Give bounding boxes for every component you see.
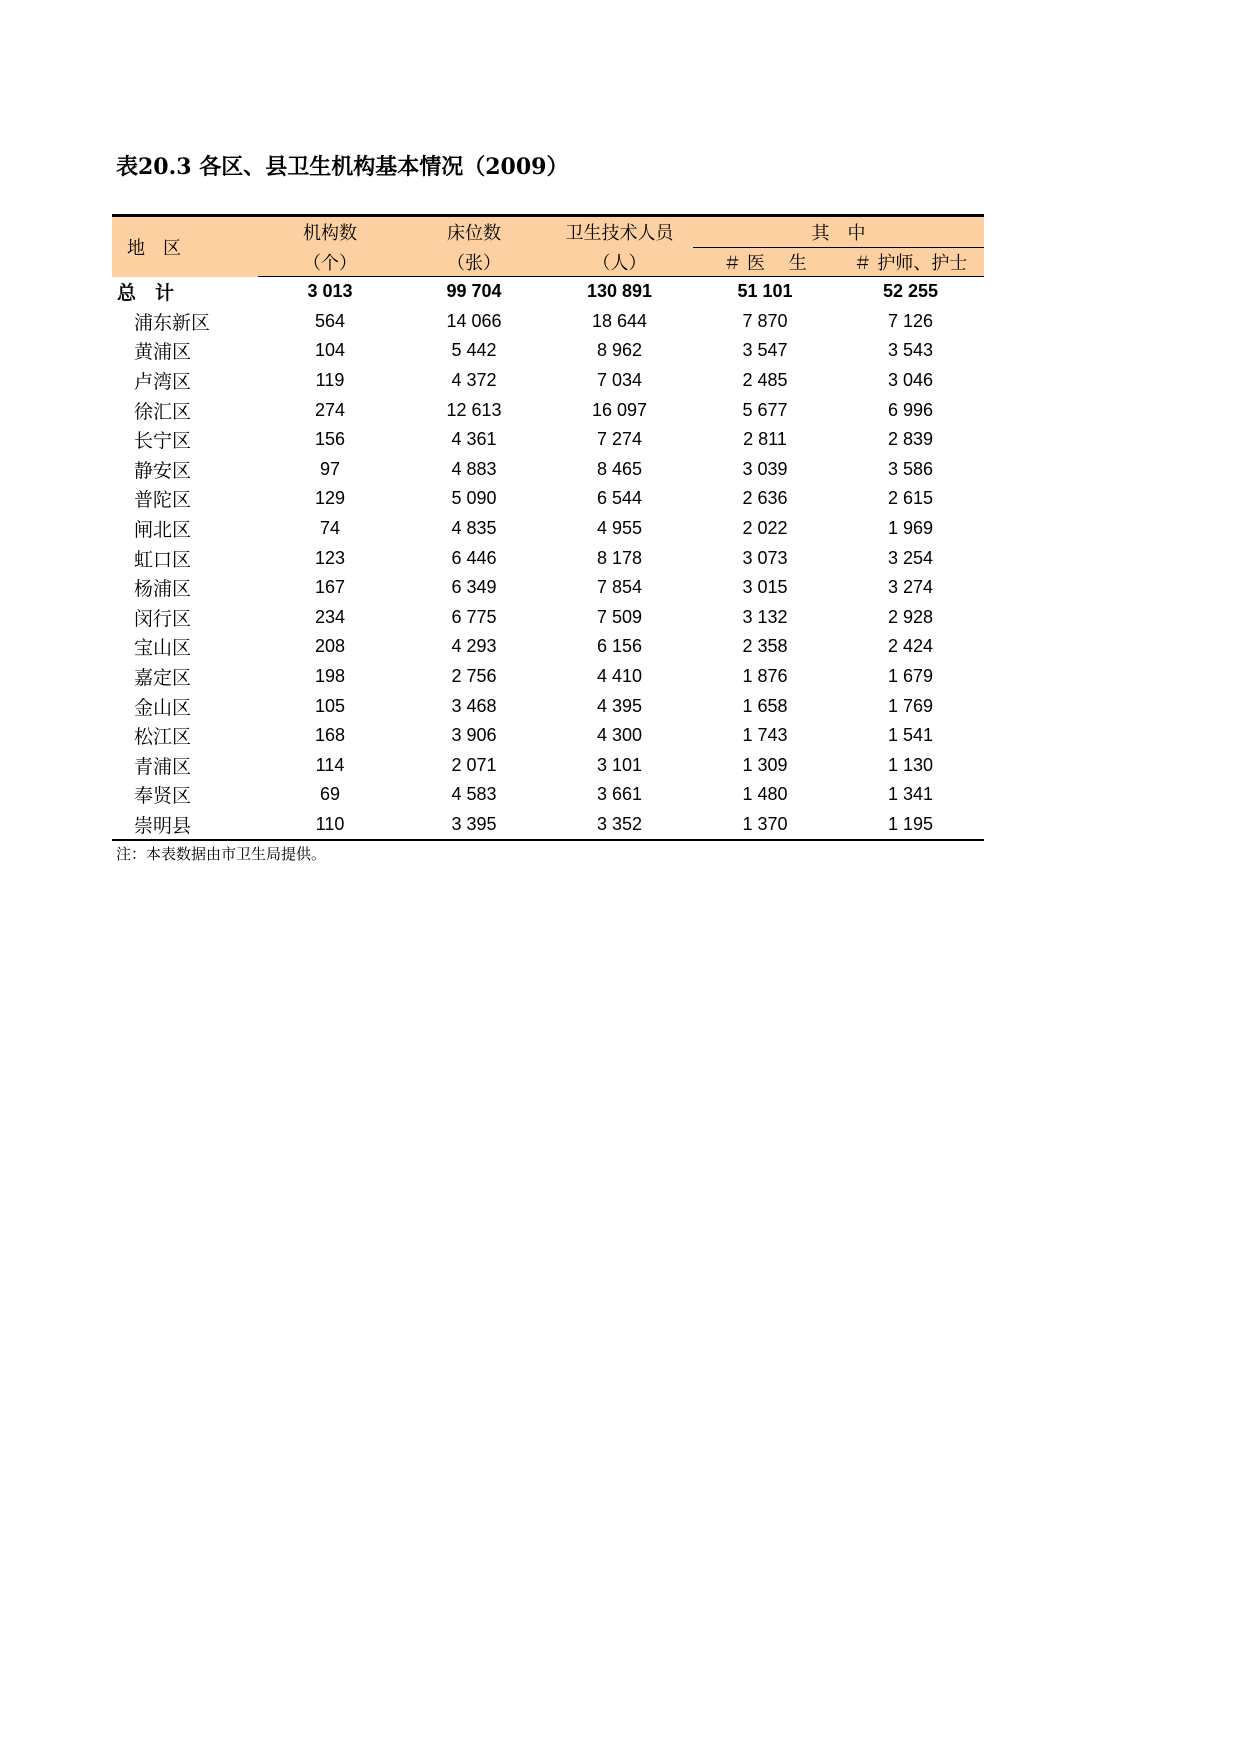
cell-tech-staff: 4 410	[596, 666, 643, 687]
cell-institutions: 564	[314, 310, 346, 331]
cell-institutions: 123	[314, 547, 346, 568]
cell-region: 虹口区	[134, 548, 192, 571]
cell-nurses: 1 341	[887, 784, 934, 805]
cell-doctors: 1 480	[742, 784, 788, 805]
cell-tech-staff: 3 352	[546, 810, 693, 841]
cell-doctors: 3 039	[742, 458, 788, 479]
cell-doctors: 3 073	[742, 547, 788, 568]
cell-doctors: 3 132	[742, 606, 788, 627]
cell-doctors: 2 485	[742, 370, 788, 391]
table-row	[112, 395, 984, 425]
table-row	[112, 691, 984, 721]
cell-tech-staff: 18 644	[591, 310, 648, 331]
cell-institutions: 208	[314, 636, 346, 657]
cell-region: 卢湾区	[134, 371, 192, 394]
cell-institutions: 168	[314, 725, 346, 746]
cell-tech-staff: 3 661	[596, 784, 643, 805]
header-tech-staff: 卫生技术人员	[546, 216, 693, 248]
cell-region: 黄浦区	[134, 341, 192, 364]
cell-tech-staff: 8 178	[596, 547, 643, 568]
cell-institutions: 69	[319, 784, 341, 805]
cell-tech-staff: 7 854	[596, 577, 643, 598]
table-row	[112, 307, 984, 337]
table-title: 表20.3 各区、县卫生机构基本情况（2009）	[116, 154, 569, 180]
table-note: 注：本表数据由市卫生局提供。	[116, 845, 327, 863]
table-row	[112, 336, 984, 366]
table-row	[112, 425, 984, 455]
cell-region: 嘉定区	[134, 667, 192, 690]
cell-doctors: 7 870	[742, 310, 788, 331]
table-row	[112, 455, 984, 485]
health-institutions-table	[112, 214, 984, 841]
cell-beds: 4 583	[451, 784, 497, 805]
cell-nurses: 3 543	[887, 340, 934, 361]
cell-nurses: 1 130	[887, 754, 934, 775]
cell-beds: 6 349	[451, 577, 497, 598]
cell-doctors: 51 101	[737, 281, 793, 302]
cell-beds: 4 293	[451, 636, 497, 657]
cell-nurses: 2 615	[887, 488, 934, 509]
table-row	[112, 573, 984, 603]
table-row	[112, 603, 984, 633]
cell-institutions: 97	[319, 458, 341, 479]
table-row	[112, 662, 984, 692]
cell-tech-staff: 16 097	[591, 399, 648, 420]
cell-region: 崇明县	[112, 810, 258, 841]
cell-nurses: 2 839	[887, 429, 934, 450]
cell-institutions: 234	[314, 606, 346, 627]
cell-beds: 4 835	[451, 518, 497, 539]
table-body	[112, 277, 984, 841]
cell-tech-staff: 7 509	[596, 606, 643, 627]
cell-doctors: 2 022	[742, 518, 788, 539]
cell-region: 闵行区	[134, 607, 192, 630]
cell-nurses: 2 928	[887, 606, 934, 627]
cell-doctors: 1 658	[742, 695, 788, 716]
cell-doctors: 1 309	[742, 754, 788, 775]
cell-beds: 3 906	[451, 725, 497, 746]
cell-region: 闸北区	[134, 519, 192, 542]
cell-beds: 4 883	[451, 458, 497, 479]
cell-nurses: 1 769	[887, 695, 934, 716]
header-beds: 床位数	[402, 216, 546, 248]
table-row-total	[112, 277, 984, 307]
cell-region: 普陀区	[134, 489, 192, 512]
cell-doctors: 2 811	[743, 429, 787, 450]
cell-institutions: 129	[314, 488, 346, 509]
cell-beds: 5 442	[451, 340, 497, 361]
cell-tech-staff: 4 955	[596, 518, 643, 539]
cell-institutions: 114	[315, 754, 345, 775]
table-row	[112, 484, 984, 514]
cell-tech-staff: 3 101	[596, 754, 643, 775]
cell-doctors: 1 370	[693, 810, 837, 841]
cell-tech-staff: 7 274	[596, 429, 643, 450]
cell-region: 金山区	[134, 696, 192, 719]
cell-institutions: 104	[314, 340, 346, 361]
cell-beds: 3 468	[451, 695, 497, 716]
cell-tech-staff: 6 544	[596, 488, 643, 509]
cell-tech-staff: 8 465	[596, 458, 643, 479]
cell-nurses: 6 996	[887, 399, 934, 420]
cell-institutions: 119	[315, 370, 345, 391]
header-of-which: 其 中	[693, 216, 984, 248]
cell-beds: 5 090	[451, 488, 497, 509]
cell-beds: 4 361	[451, 429, 497, 450]
cell-tech-staff: 8 962	[596, 340, 643, 361]
cell-nurses: 2 424	[887, 636, 934, 657]
cell-beds: 14 066	[446, 310, 502, 331]
cell-institutions: 110	[258, 810, 402, 841]
cell-region: 杨浦区	[134, 578, 192, 601]
table-header	[112, 216, 984, 277]
cell-beds: 2 756	[451, 666, 497, 687]
table-row	[112, 721, 984, 751]
cell-region: 总 计	[117, 282, 175, 305]
cell-tech-staff: 6 156	[596, 636, 643, 657]
table-row	[112, 632, 984, 662]
cell-tech-staff: 7 034	[596, 370, 643, 391]
header-beds-unit: （张）	[402, 248, 546, 277]
header-doctors: ＃ 医 生	[693, 248, 837, 277]
cell-nurses: 1 679	[887, 666, 934, 687]
cell-region: 浦东新区	[134, 311, 211, 334]
header-region: 地 区	[112, 216, 258, 277]
cell-region: 静安区	[134, 459, 192, 482]
cell-region: 松江区	[134, 726, 192, 749]
cell-institutions: 167	[314, 577, 346, 598]
cell-beds: 6 446	[451, 547, 497, 568]
header-nurses: ＃ 护师、护士	[837, 248, 984, 277]
cell-nurses: 1 195	[837, 810, 984, 841]
cell-tech-staff: 4 300	[596, 725, 643, 746]
cell-region: 长宁区	[134, 430, 192, 453]
cell-beds: 2 071	[451, 754, 497, 775]
table-row	[112, 543, 984, 573]
cell-nurses: 7 126	[887, 310, 934, 331]
cell-beds: 3 395	[402, 810, 546, 841]
cell-region: 徐汇区	[134, 400, 192, 423]
cell-institutions: 74	[319, 518, 341, 539]
cell-institutions: 156	[314, 429, 346, 450]
cell-nurses: 1 969	[887, 518, 934, 539]
cell-institutions: 105	[314, 695, 346, 716]
table-row	[112, 751, 984, 781]
header-institutions: 机构数	[258, 216, 402, 248]
cell-institutions: 274	[314, 399, 346, 420]
cell-beds: 99 704	[446, 281, 502, 302]
table-row	[112, 780, 984, 810]
header-institutions-unit: （个）	[258, 248, 402, 277]
cell-institutions: 3 013	[307, 281, 353, 302]
cell-nurses: 3 586	[887, 458, 934, 479]
cell-nurses: 3 254	[887, 547, 934, 568]
cell-institutions: 198	[314, 666, 346, 687]
cell-region: 青浦区	[134, 755, 192, 778]
cell-region: 宝山区	[134, 637, 192, 660]
cell-doctors: 1 743	[742, 725, 788, 746]
cell-beds: 6 775	[451, 606, 497, 627]
cell-doctors: 1 876	[742, 666, 788, 687]
cell-nurses: 3 046	[887, 370, 934, 391]
cell-tech-staff: 4 395	[596, 695, 643, 716]
table-row	[112, 366, 984, 396]
cell-nurses: 3 274	[887, 577, 934, 598]
cell-nurses: 1 541	[887, 725, 934, 746]
cell-nurses: 52 255	[882, 281, 939, 302]
cell-doctors: 2 636	[742, 488, 788, 509]
cell-region: 奉贤区	[134, 785, 192, 808]
header-tech-staff-unit: （人）	[546, 248, 693, 277]
cell-doctors: 3 547	[742, 340, 788, 361]
cell-tech-staff: 130 891	[586, 281, 653, 302]
cell-doctors: 3 015	[742, 577, 788, 598]
cell-beds: 12 613	[446, 399, 502, 420]
cell-doctors: 2 358	[742, 636, 788, 657]
table-row	[112, 810, 984, 841]
table-row	[112, 514, 984, 544]
cell-doctors: 5 677	[742, 399, 788, 420]
cell-beds: 4 372	[451, 370, 497, 391]
